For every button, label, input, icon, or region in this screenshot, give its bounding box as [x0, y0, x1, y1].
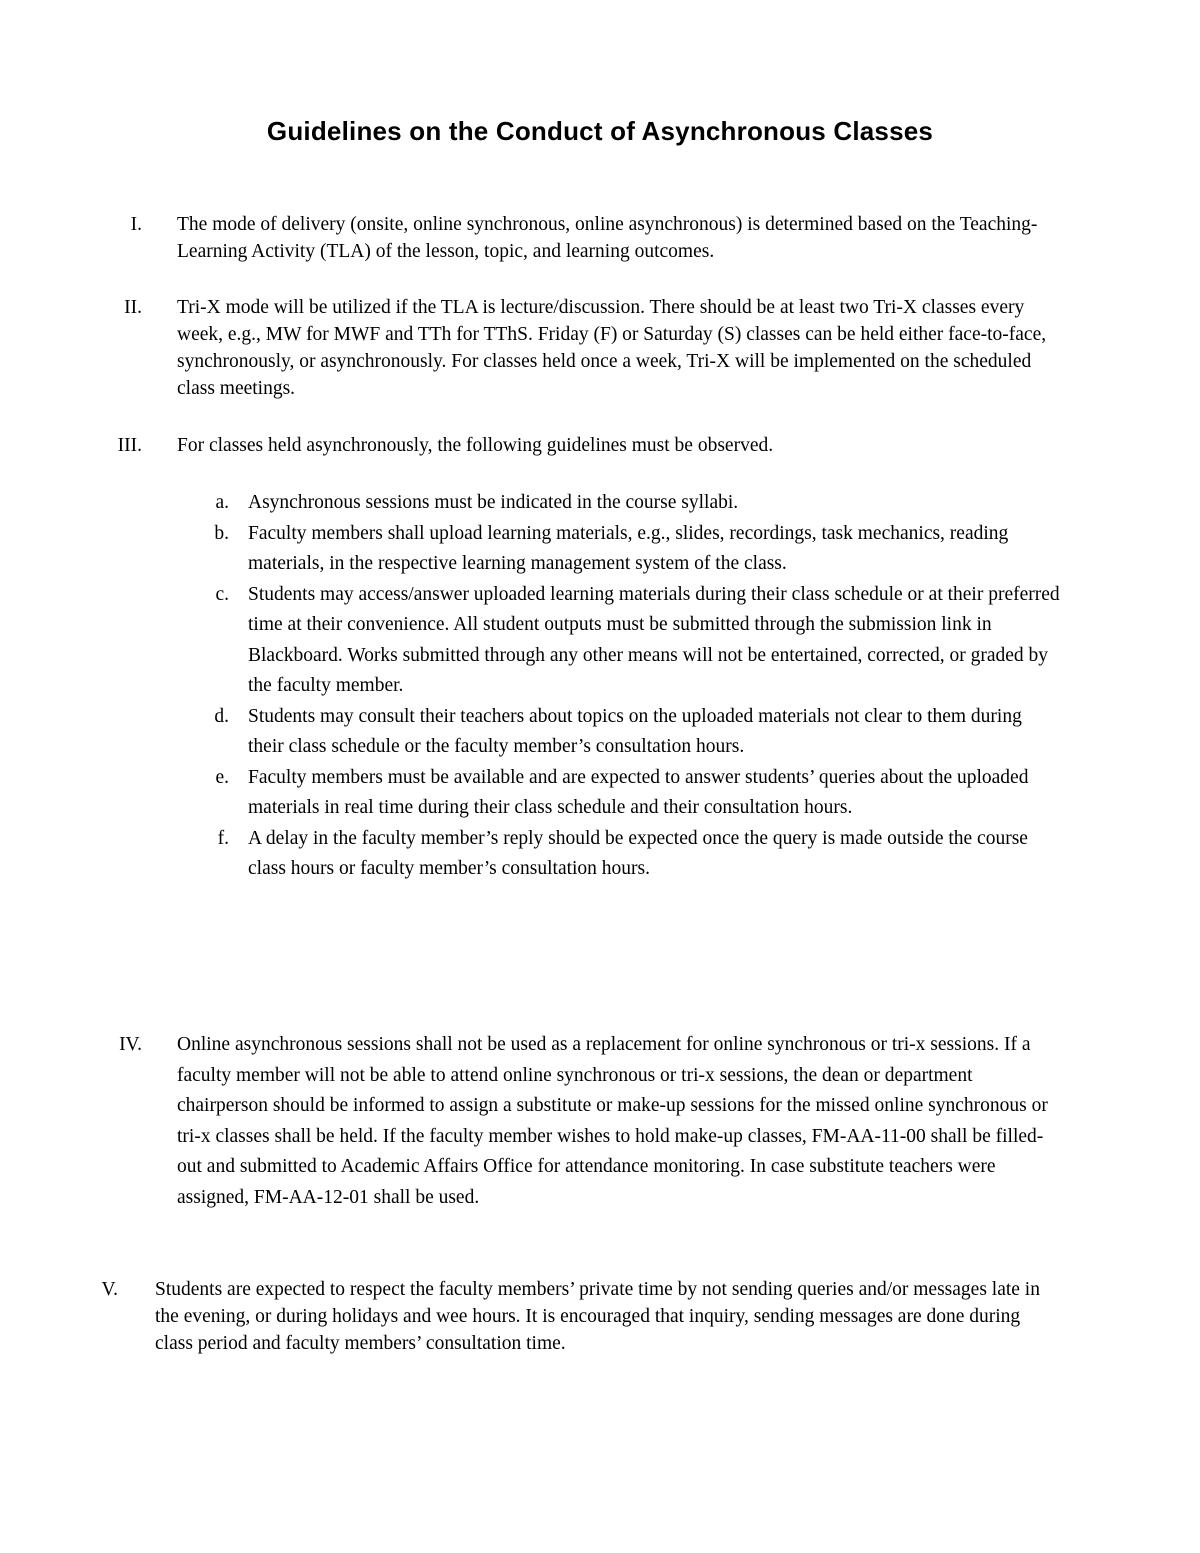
guidelines-sublist — [0, 488, 1200, 885]
section-text: Students are expected to respect the faculty members’ private time by not sending queries and/or messages late in the evening, or during holidays and wee hours. It is encouraged that inquiry, sending messages are done during class period and faculty members’ consultation time. — [155, 1279, 1040, 1354]
item-text: A delay in the faculty member’s reply should be expected once the query is made outside the course class hours or faculty member’s consultation hours. — [248, 827, 1028, 879]
section-text: Online asynchronous sessions shall not be used as a replacement for online synchronous or tri-x sessions. If a faculty member will not be able to attend online synchronous or tri-x sessions, the dean or department chairperson should be informed to assign a substitute or make-up sessions for the missed online synchronous or tri-x classes shall be held. If the faculty member wishes to hold make-up classes, FM-AA-11-00 shall be filled-out and submitted to Academic Affairs Office for attendance monitoring. In case substitute teachers were assigned, FM-AA-12-01 shall be used. — [177, 1034, 1048, 1208]
list-item — [0, 702, 1200, 763]
list-item — [0, 488, 1200, 519]
list-item — [0, 580, 1200, 702]
list-item — [0, 519, 1200, 580]
list-item — [0, 763, 1200, 824]
section-numeral: II. — [124, 297, 142, 318]
item-letter: c. — [215, 583, 229, 605]
item-text: Students may access/answer uploaded learning materials during their class schedule or at their preferred time at their convenience. All student outputs must be submitted through the submission link in Blackboard. Works submitted through any other means will not be entertained, corrected, or graded by the faculty member. — [248, 583, 1060, 696]
section-numeral: III. — [117, 435, 142, 456]
item-letter: f. — [217, 827, 229, 849]
section-text: For classes held asynchronously, the following guidelines must be observed. — [177, 435, 774, 456]
item-text: Faculty members must be available and are expected to answer students’ queries about the uploaded materials in real time during their class schedule and their consultation hours. — [248, 766, 1029, 818]
page-title: Guidelines on the Conduct of Asynchronous Classes — [266, 116, 934, 146]
list-item — [0, 824, 1200, 885]
item-letter: b. — [214, 522, 229, 544]
section-numeral: I. — [130, 214, 142, 235]
section-numeral: IV. — [119, 1034, 142, 1055]
section-text: Tri-X mode will be utilized if the TLA is lecture/discussion. There should be at least two Tri-X classes every week, e.g., MW for MWF and TTh for TThS. Friday (F) or Saturday (S) classes can be held either face-to-face, synchronously, or asynchronously. For classes held once a week, Tri-X will be implemented on the scheduled class meetings. — [177, 297, 1047, 399]
item-letter: d. — [214, 705, 229, 727]
item-text: Students may consult their teachers about topics on the uploaded materials not clear to them during their class schedule or the faculty member’s consultation hours. — [248, 705, 1022, 757]
item-text: Asynchronous sessions must be indicated in the course syllabi. — [248, 492, 739, 513]
section-numeral: V. — [101, 1279, 118, 1300]
item-text: Faculty members shall upload learning materials, e.g., slides, recordings, task mechanics, reading materials, in the respective learning management system of the class. — [248, 522, 1009, 574]
item-letter: a. — [215, 492, 229, 513]
section-text: The mode of delivery (onsite, online synchronous, online asynchronous) is determined based on the Teaching-Learning Activity (TLA) of the lesson, topic, and learning outcomes. — [177, 214, 1038, 262]
item-letter: e. — [215, 766, 229, 788]
